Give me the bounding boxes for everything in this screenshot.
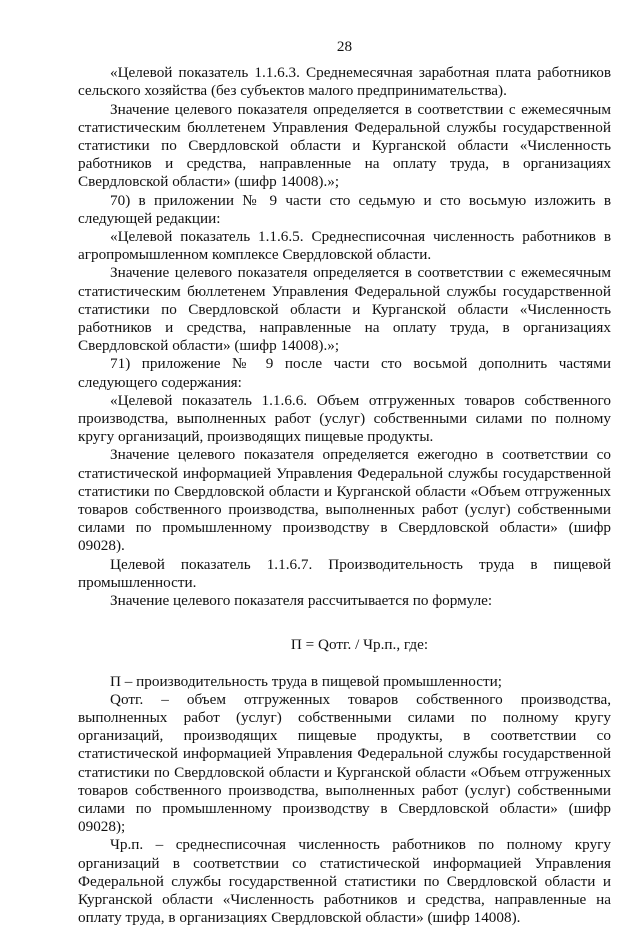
- paragraph-item-70: 70) в приложении № 9 части сто седьмую и сто восьмую изложить в следующей редакции:: [78, 191, 611, 227]
- paragraph-target-1-1-6-3-value: Значение целевого показателя определяется в соответствии с ежемесячным статистическим бюллетенем Управления Федеральной службы государственной статистики по Свердловской области и Курганской области «Численность работников и средства, направленные на оплату труда, в организациях Свердловской области» (шифр 14008).»;: [78, 100, 611, 191]
- paragraph-target-1-1-6-5-value: Значение целевого показателя определяется в соответствии с ежемесячным статистическим бюллетенем Управления Федеральной службы государственной статистики по Свердловской области и Курганской области «Численность работников и средства, направленные на оплату труда, в организациях Свердловской области» (шифр 14008).»;: [78, 264, 611, 355]
- paragraph-item-71: 71) приложение № 9 после части сто восьмой дополнить частями следующего содержания:: [78, 355, 611, 391]
- paragraph-target-1-1-6-3: «Целевой показатель 1.1.6.3. Среднемесячная заработная плата работников сельского хозяйства (без субъектов малого предпринимательства).: [78, 64, 611, 100]
- page-number: 28: [336, 38, 353, 55]
- document-page: [78, 38, 611, 927]
- formula: П = Qотг. / Чр.п., где:: [290, 636, 429, 654]
- paragraph-formula-intro: Значение целевого показателя рассчитывается по формуле:: [110, 592, 493, 610]
- paragraph-target-1-1-6-6-value: Значение целевого показателя определяется ежегодно в соответствии со статистической информацией Управления Федеральной службы государственной статистики по Свердловской области и Курганской области «Объем отгруженных товаров собственного производства, выполненных работ (услуг) собственными силами по промышленному производству в Свердловской области» (шифр 09028).: [78, 446, 611, 555]
- definition-p: П – производительность труда в пищевой промышленности;: [110, 672, 502, 690]
- definition-q-otg: Qотг. – объем отгруженных товаров собственного производства, выполненных работ (услуг) собственными силами по полному кругу организаций, производящих пищевые продукты, в соответствии со статистической информацией Управления Федеральной службы государственной статистики по Свердловской области и Курганской области «Объем отгруженных товаров собственного производства, выполненных работ (услуг) собственными силами по промышленному производству в Свердловской области» (шифр 09028);: [78, 690, 611, 836]
- paragraph-target-1-1-6-6: «Целевой показатель 1.1.6.6. Объем отгруженных товаров собственного производства, выполненных работ (услуг) собственными силами по полному кругу организаций, производящих пищевые продукты.: [78, 391, 611, 446]
- definition-ch-rp: Чр.п. – среднесписочная численность работников по полному кругу организаций в соответствии со статистической информацией Управления Федеральной службы государственной статистики по Свердловской области и Курганской области «Численность работников и средства, направленные на оплату труда, в организациях Свердловской области» (шифр 14008).: [78, 836, 611, 927]
- paragraph-target-1-1-6-5: «Целевой показатель 1.1.6.5. Среднесписочная численность работников в агропромышленном комплексе Свердловской области.: [78, 228, 611, 264]
- paragraph-target-1-1-6-7: Целевой показатель 1.1.6.7. Производительность труда в пищевой промышленности.: [78, 555, 611, 591]
